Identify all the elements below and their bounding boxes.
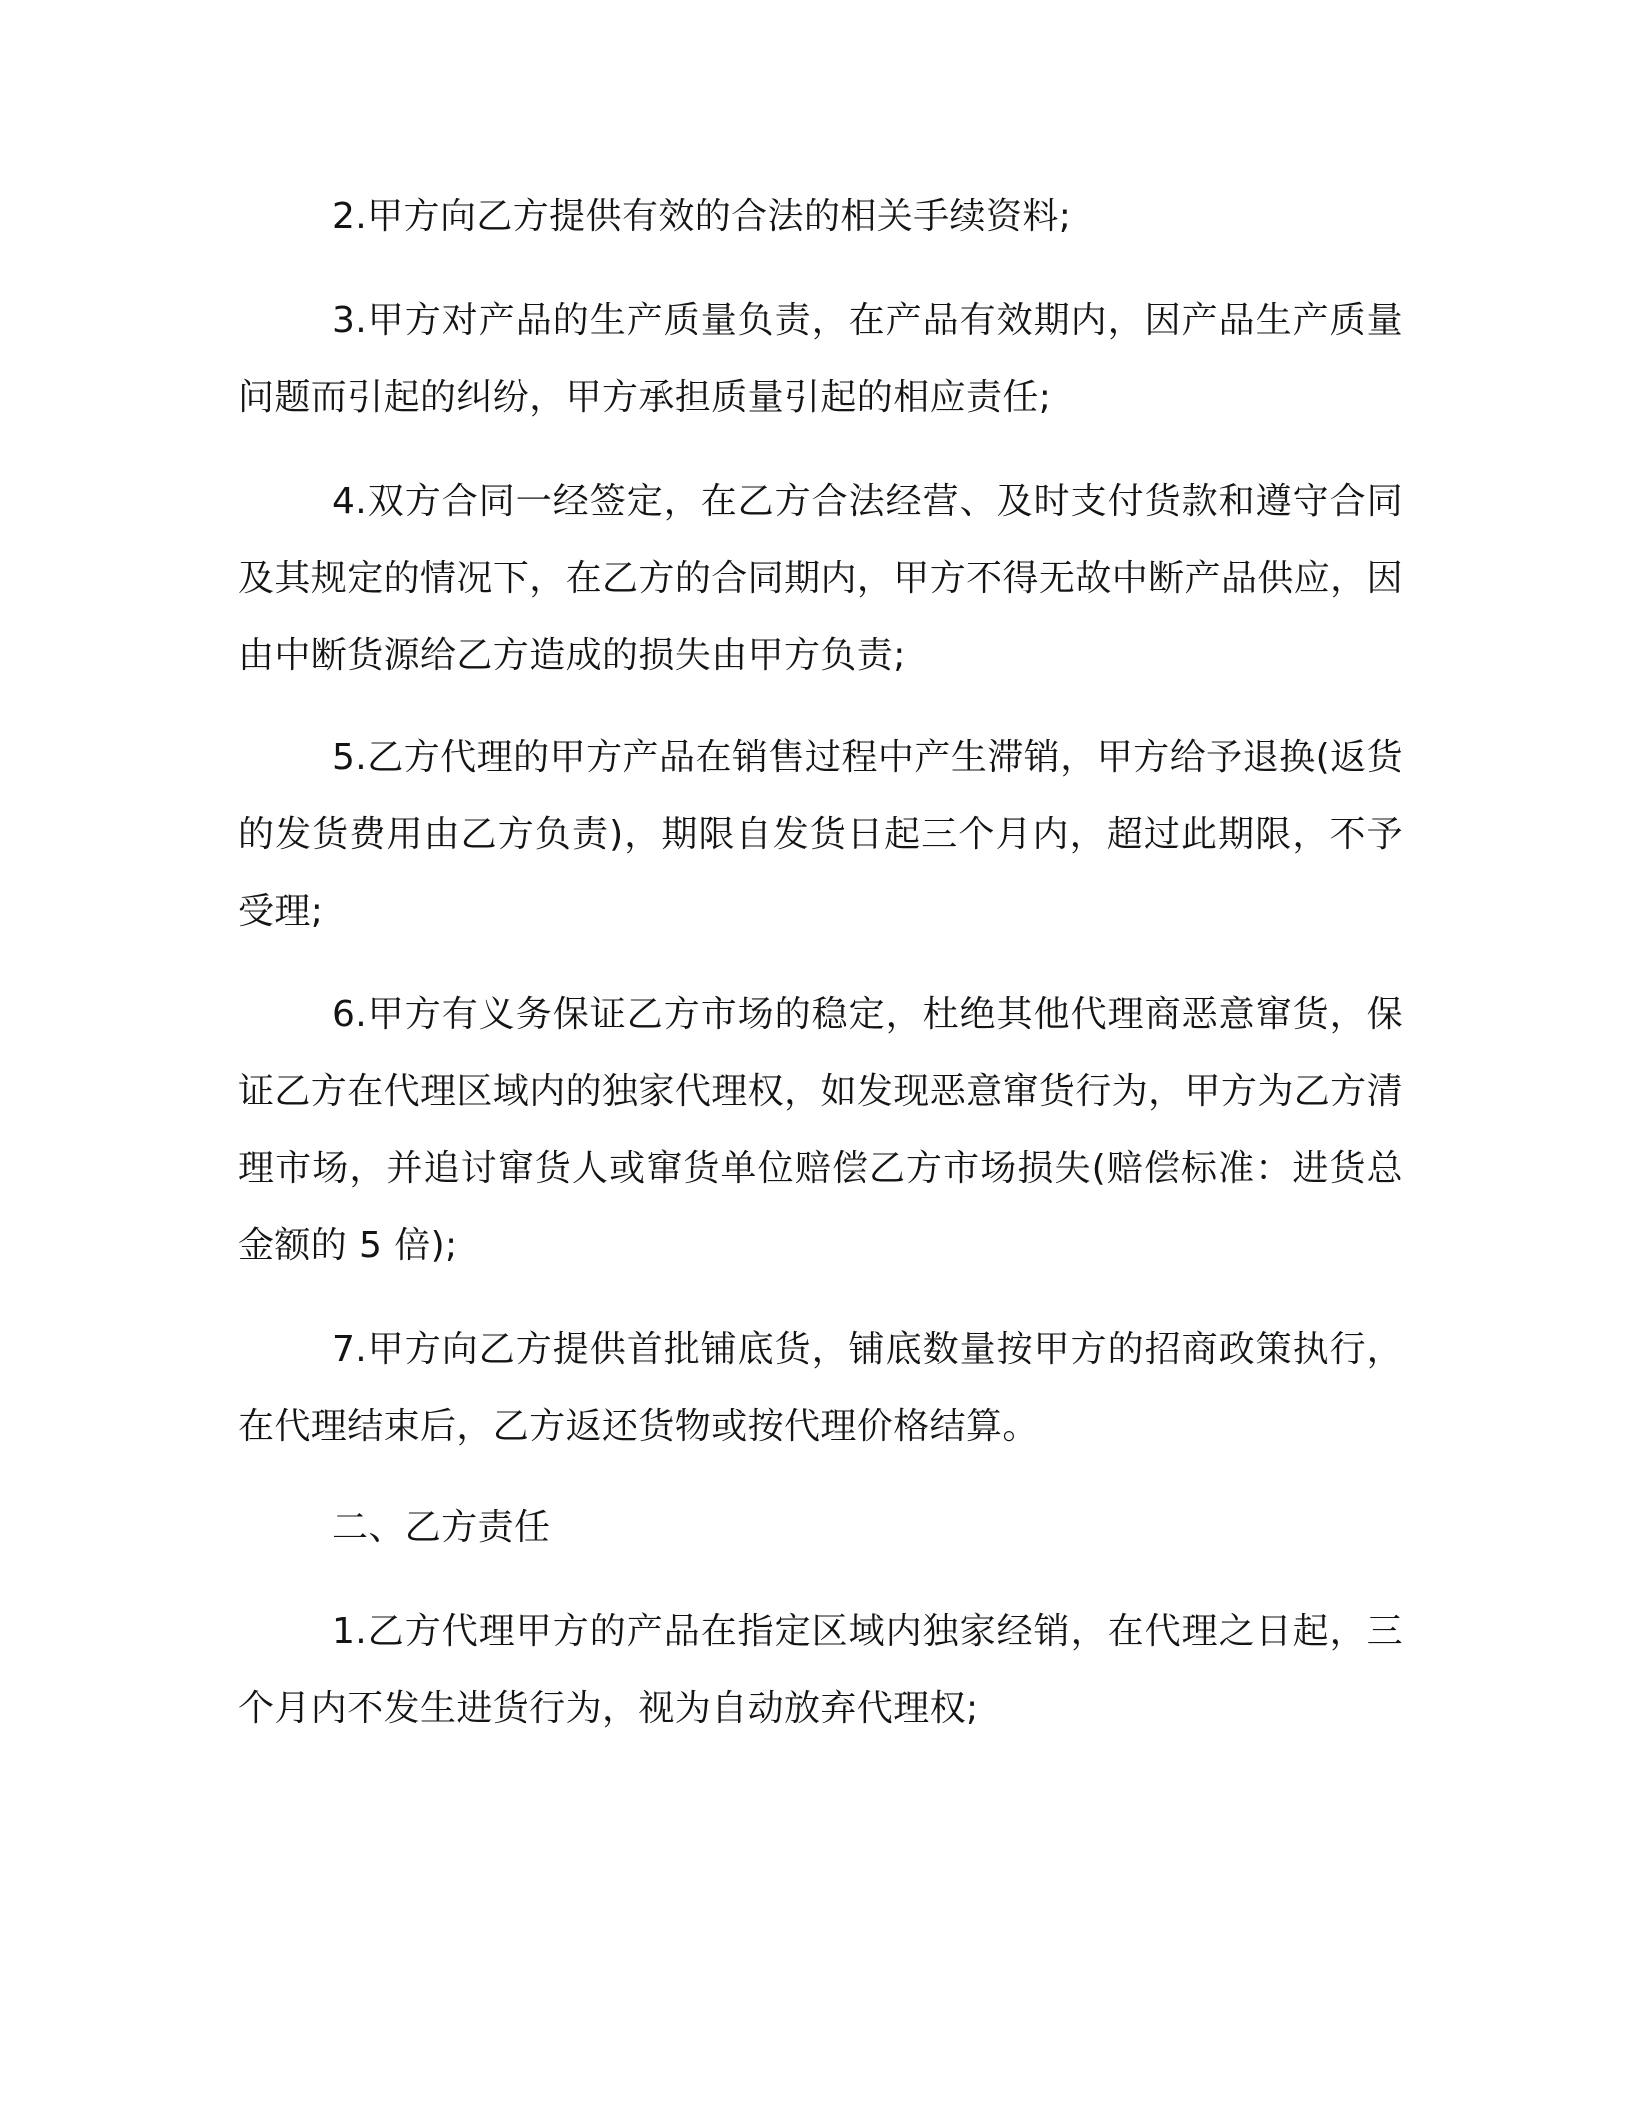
clause-2: 2.甲方向乙方提供有效的合法的相关手续资料;: [332, 196, 1072, 237]
party-b-clause-1: 1.乙方代理甲方的产品在指定区域内独家经销，在代理之日起，三个月内不发生进货行为，视为自动放弃代理权;: [238, 1611, 1403, 1729]
section-heading: 二、乙方责任: [332, 1507, 551, 1548]
clause-5: 5.乙方代理的甲方产品在销售过程中产生滞销，甲方给予退换(返货的发货费用由乙方负责)，期限自发货日起三个月内，超过此期限，不予受理;: [238, 737, 1403, 932]
clause-3: 3.甲方对产品的生产质量负责，在产品有效期内，因产品生产质量问题而引起的纠纷，甲方承担质量引起的相应责任;: [238, 300, 1403, 418]
clause-7: 7.甲方向乙方提供首批铺底货，铺底数量按甲方的招商政策执行，在代理结束后，乙方返还货物或按代理价格结算。: [238, 1329, 1403, 1447]
clause-4: 4.双方合同一经签定，在乙方合法经营、及时支付货款和遵守合同及其规定的情况下，在乙方的合同期内，甲方不得无故中断产品供应，因由中断货源给乙方造成的损失由甲方负责;: [238, 481, 1403, 676]
clause-6: 6.甲方有义务保证乙方市场的稳定，杜绝其他代理商恶意窜货，保证乙方在代理区域内的独家代理权，如发现恶意窜货行为，甲方为乙方清理市场，并追讨窜货人或窜货单位赔偿乙方市场损失(赔偿标准：进货总金额的 5 倍);: [238, 994, 1403, 1266]
